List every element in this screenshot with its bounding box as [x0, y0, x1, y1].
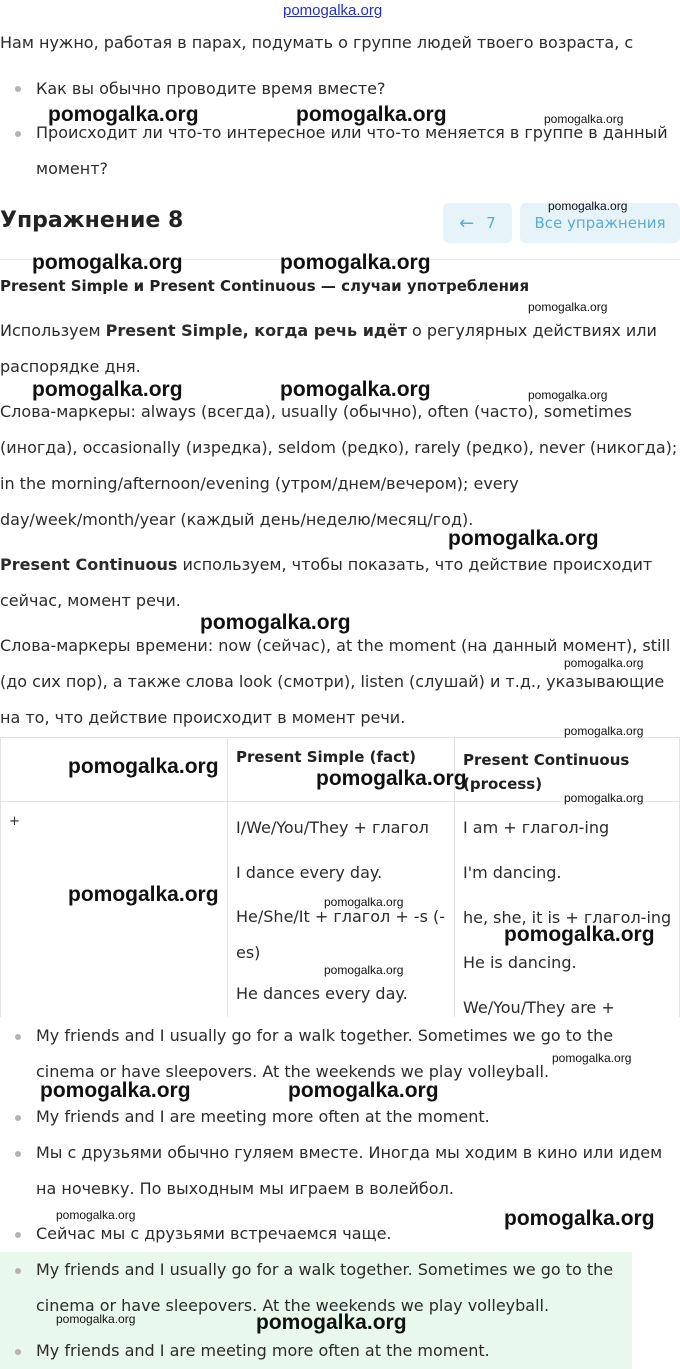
intro-bullet-1: Как вы обычно проводите время вместе?	[36, 79, 386, 98]
watermark: pomogalka.org	[448, 527, 599, 550]
markers2-line3: на то, что действие происходит в момент речи.	[0, 708, 406, 727]
watermark: pomogalka.org	[68, 883, 219, 906]
watermark: pomogalka.org	[32, 251, 183, 274]
translation-1-line1: Мы с друзьями обычно гуляем вместе. Иногда мы ходим в кино или идем	[36, 1143, 663, 1162]
watermark: pomogalka.org	[56, 1208, 136, 1222]
highlight-2: My friends and I are meeting more often at the moment.	[36, 1341, 490, 1360]
markers2-line1: Слова-маркеры времени: now (сейчас), at the moment (на данный момент), still	[0, 636, 671, 655]
watermark: pomogalka.org	[504, 1207, 655, 1230]
watermark: pomogalka.org	[316, 767, 467, 790]
bullet	[15, 1115, 21, 1121]
watermark: pomogalka.org	[68, 755, 219, 778]
bullet	[15, 1349, 21, 1355]
simple-line-2: I dance every day.	[236, 863, 383, 882]
simple-line-1: I/We/You/They + глагол	[236, 818, 429, 837]
watermark: pomogalka.org	[564, 724, 644, 738]
all-exercises-label: Все упражнения	[534, 214, 666, 232]
theory-p1-bold: Present Simple, когда речь идёт	[105, 321, 407, 340]
intro-bullet-2: Происходит ли что-то интересное или что-то меняется в группе в данный	[36, 123, 668, 142]
watermark-link[interactable]: pomogalka.org	[283, 2, 383, 19]
translation-1-line2: на ночевку. По выходным мы играем в волейбол.	[36, 1179, 454, 1198]
intro-bullet-2-cont: момент?	[36, 159, 109, 178]
watermark: pomogalka.org	[552, 1051, 632, 1065]
theory-p2-line2: сейчас, момент речи.	[0, 591, 181, 610]
answer-2: My friends and I are meeting more often at the moment.	[36, 1107, 490, 1126]
watermark: pomogalka.org	[280, 251, 431, 274]
markers2-line2: (до сих пор), а также слова look (смотри), listen (слушай) и т.д., указывающие	[0, 672, 665, 691]
header-continuous-sub: (process)	[463, 775, 543, 793]
theory-p2-bold: Present Continuous	[0, 555, 178, 574]
cont-line-5: We/You/They are +	[463, 998, 615, 1017]
watermark: pomogalka.org	[528, 300, 608, 314]
watermark: pomogalka.org	[288, 1079, 439, 1102]
watermark: pomogalka.org	[324, 963, 404, 977]
highlight-1-line1: My friends and I usually go for a walk together. Sometimes we go to the	[36, 1260, 614, 1279]
watermark: pomogalka.org	[256, 1311, 407, 1334]
watermark: pomogalka.org	[296, 103, 447, 126]
theory-p1-a: Используем	[0, 321, 106, 340]
watermark: pomogalka.org	[324, 895, 404, 909]
watermark: pomogalka.org	[48, 103, 199, 126]
bullet	[15, 1232, 21, 1238]
watermark: pomogalka.org	[40, 1079, 191, 1102]
bullet	[15, 1034, 21, 1040]
exercise-title: Упражнение 8	[0, 208, 184, 233]
arrow-left-icon: ←	[459, 212, 475, 234]
bullet	[15, 131, 21, 137]
theory-heading: Present Simple и Present Continuous — случаи употребления	[0, 277, 530, 295]
simple-line-4: es)	[236, 943, 261, 962]
watermark: pomogalka.org	[548, 199, 628, 213]
prev-exercise-label: 7	[486, 214, 496, 232]
cont-line-1: I am + глагол-ing	[463, 818, 610, 837]
watermark: pomogalka.org	[200, 611, 351, 634]
watermark: pomogalka.org	[32, 378, 183, 401]
answer-1-line1: My friends and I usually go for a walk together. Sometimes we go to the	[36, 1026, 614, 1045]
watermark: pomogalka.org	[564, 791, 644, 805]
intro-text: Нам нужно, работая в парах, подумать о группе людей твоего возраста, с	[0, 33, 634, 52]
cont-line-2: I'm dancing.	[463, 863, 562, 882]
cont-line-4: He is dancing.	[463, 953, 577, 972]
watermark: pomogalka.org	[544, 112, 624, 126]
theory-p2	[0, 547, 652, 583]
simple-line-5: He dances every day.	[236, 984, 408, 1003]
table-row-sign	[1, 802, 228, 1018]
watermark: pomogalka.org	[528, 388, 608, 402]
markers1-line2: (иногда), occasionally (изредка), seldom (редко), rarely (редко), never (никогда);	[0, 438, 678, 457]
markers1-line1: Слова-маркеры: always (всегда), usually (обычно), often (часто), sometimes	[0, 402, 632, 421]
theory-p1-line2: распорядке дня.	[0, 357, 141, 376]
simple-line-3: He/She/It + глагол + -s (-	[236, 907, 446, 926]
answer-1-line2: cinema or have sleepovers. At the weekends we play volleyball.	[36, 1062, 550, 1081]
cont-line-3: he, she, it is + глагол-ing	[463, 908, 672, 927]
bullet	[15, 1151, 21, 1157]
watermark: pomogalka.org	[56, 1312, 136, 1326]
theory-p2-rest: используем, чтобы показать, что действие происходит	[177, 555, 653, 574]
watermark: pomogalka.org	[504, 923, 655, 946]
bullet	[15, 86, 21, 92]
markers1-line4: day/week/month/year (каждый день/неделю/месяц/год).	[0, 510, 474, 529]
watermark: pomogalka.org	[564, 656, 644, 670]
prev-exercise-button[interactable]	[443, 203, 512, 243]
theory-p1	[0, 313, 657, 349]
bullet	[15, 1268, 21, 1274]
theory-p1-c: о регулярных действиях или	[406, 321, 657, 340]
header-simple-label: Present Simple (fact)	[236, 748, 417, 766]
watermark: pomogalka.org	[280, 378, 431, 401]
row-sign: +	[9, 814, 20, 829]
markers1-line3: in the morning/afternoon/evening (утром/днем/вечером); every	[0, 474, 519, 493]
table-cell-simple	[228, 802, 455, 1018]
translation-2: Сейчас мы с друзьями встречаемся чаще.	[36, 1224, 392, 1243]
header-continuous-label: Present Continuous	[463, 751, 630, 769]
highlight-1-line2: cinema or have sleepovers. At the weekends we play volleyball.	[36, 1296, 550, 1315]
table-cell-continuous	[455, 802, 680, 1018]
